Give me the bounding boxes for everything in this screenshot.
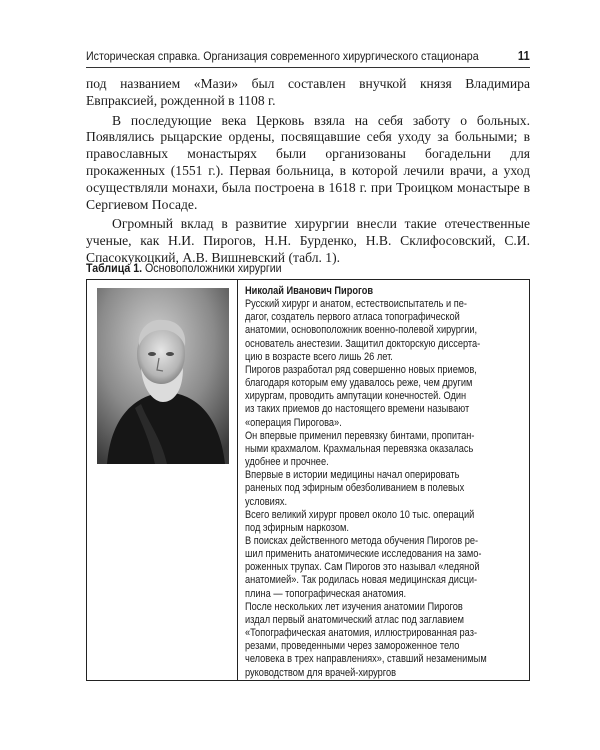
description-line: Впервые в истории медицины начал оперировать (245, 469, 460, 482)
description-line: Он впервые применил перевязку бинтами, пропитан- (245, 429, 475, 442)
paragraph-1: под названием «Мази» был составлен внучкой князя Владимира Евпраксией, рожденной в 1108 г. (86, 76, 530, 108)
description-line: «Топографическая анатомия, иллюстрированная раз- (245, 627, 478, 640)
table-caption-text: Основоположники хирургии (145, 261, 282, 275)
header-rule (86, 67, 530, 68)
pirogov-description (245, 285, 487, 680)
description-line: раненых под эфирным обезболиванием в полевых (245, 482, 465, 495)
description-line: под эфирным наркозом. (245, 521, 349, 534)
description-line: цию в возрасте всего лишь 26 лет. (245, 350, 393, 363)
description-line: Всего великий хирург провел около 10 тыс. операций (245, 508, 475, 521)
pirogov-portrait (97, 288, 229, 464)
running-header (86, 48, 530, 63)
paragraph-2: В последующие века Церковь взяла на себя заботу о больных. Появлялись рыцарские ордены, посвящавшие себя уходу за больными; в православных монастырях были организованы богадельни для прокаженных (1551 г.). Первая больница, в которой лечили врачи, а уход осуществляли монахи, была построена в 1618 г. при Троицком монастыре в Сергиевом Посаде. (86, 112, 530, 212)
table-caption-label: Таблица 1. (86, 261, 143, 275)
description-line: хирургам, проводить ампутации конечностей. Один (245, 390, 467, 403)
description-line: Русский хирург и анатом, естествоиспытатель и пе- (245, 298, 467, 311)
paragraph-3: Огромный вклад в развитие хирургии внесли такие отечественные ученые, как Н.И. Пирогов, Н.Н. Бурденко, Н.В. Склифосовский, С.И. Спасокукоцкий, А.В. Вишневский (табл. 1). (86, 216, 530, 265)
description-line: резами, проведенными через замороженное тело (245, 640, 460, 653)
header-title: Историческая справка. Организация современного хирургического стационара (86, 49, 479, 63)
description-line: благодаря которым ему удавалось реже, чем другим (245, 377, 473, 390)
body-text (86, 76, 530, 267)
founders-table (86, 279, 530, 681)
description-line: руководством для врачей-хирургов (245, 666, 397, 679)
description-line: Пирогов разработал ряд совершенно новых приемов, (245, 363, 477, 376)
description-line: человека в трех направлениях», ставший незаменимым (245, 653, 487, 666)
table-caption (86, 261, 531, 275)
description-line: удобнее и прочнее. (245, 456, 329, 469)
description-line: издал первый анатомический атлас под заглавием (245, 613, 464, 626)
description-line: анатомией». Так родилась новая медицинская дисци- (245, 574, 478, 587)
person-name: Николай Иванович Пирогов (245, 285, 374, 297)
description-line: ными крахмалом. Крахмальная перевязка оказалась (245, 442, 474, 455)
description-line: После нескольких лет изучения анатомии Пирогов (245, 600, 463, 613)
description-line: условиях. (245, 495, 288, 508)
description-line: В поисках действенного метода обучения Пирогов ре- (245, 534, 479, 547)
page-number: 11 (517, 48, 530, 63)
table-column-divider (237, 280, 238, 680)
description-line: анатомии, основоположник военно-полевой хирургии, (245, 324, 478, 337)
description-line: основатель анестезии. Защитил докторскую диссерта- (245, 337, 481, 350)
description-line: шил применить анатомические исследования на замо- (245, 548, 482, 561)
description-line: плина — топографическая анатомия. (245, 587, 407, 600)
description-line: из таких приемов до настоящего времени называют (245, 403, 470, 416)
description-line: «операция Пирогова». (245, 416, 342, 429)
description-line: дагог, создатель первого атласа топографической (245, 311, 460, 324)
description-line: роженных трупах. Сам Пирогов это называл «ледяной (245, 561, 480, 574)
